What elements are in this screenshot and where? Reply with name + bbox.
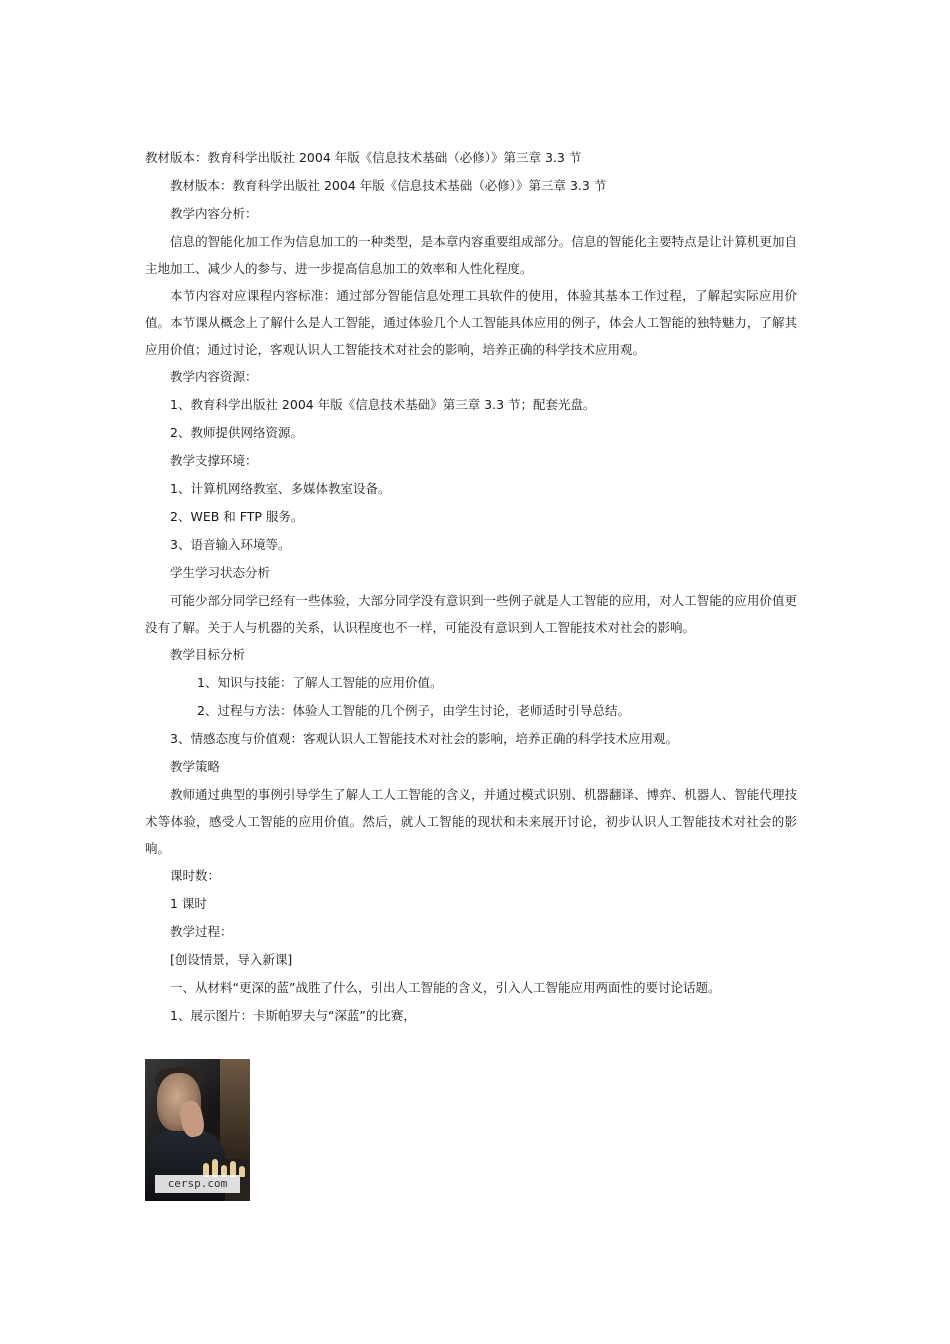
heading-student-analysis: 学生学习状态分析 [170, 565, 271, 580]
environment-item-1: 1、计算机网络教室、多媒体教室设备。 [170, 481, 391, 496]
kasparov-photo [145, 1059, 250, 1201]
process-section-intro: [创设情景，导入新课] [170, 952, 293, 967]
objective-item-3: 3、情感态度与价值观：客观认识人工智能技术对社会的影响，培养正确的科学技术应用观。 [170, 731, 678, 746]
environment-item-2: 2、WEB 和 FTP 服务。 [170, 509, 304, 524]
heading-objectives: 教学目标分析 [170, 647, 246, 662]
heading-strategy: 教学策略 [170, 759, 221, 774]
objective-item-2: 2、过程与方法：体验人工智能的几个例子，由学生讨论，老师适时引导总结。 [197, 703, 630, 718]
paragraph-curriculum-standard: 本节内容对应课程内容标准：通过部分智能信息处理工具软件的使用，体验其基本工作过程，了解起实际应用价值。本节课从概念上了解什么是人工智能，通过体验几个人工智能具体应用的例子，体会人工智能的独特魅力，了解其应用价值；通过讨论，客观认识人工智能技术对社会的影响，培养正确的科学技术应用观。 [145, 288, 797, 357]
heading-process: 教学过程： [170, 924, 233, 939]
document-body [145, 144, 797, 1030]
process-step-1-1: 1、展示图片：卡斯帕罗夫与“深蓝”的比赛， [170, 1008, 416, 1023]
heading-content-resources: 教学内容资源： [170, 369, 258, 384]
heading-content-analysis: 教学内容分析： [170, 206, 258, 221]
photo-watermark: cersp.com [155, 1175, 240, 1193]
resource-item-1: 1、教育科学出版社 2004 年版《信息技术基础》第三章 3.3 节；配套光盘。 [170, 397, 596, 412]
heading-support-environment: 教学支撑环境： [170, 453, 258, 468]
resource-item-2: 2、教师提供网络资源。 [170, 425, 303, 440]
textbook-edition-line-repeat: 教材版本：教育科学出版社 2004 年版《信息技术基础（必修）》第三章 3.3 节 [170, 178, 607, 193]
paragraph-intelligent-processing: 信息的智能化加工作为信息加工的一种类型，是本章内容重要组成部分。信息的智能化主要特点是让计算机更加自主地加工、减少人的参与、进一步提高信息加工的效率和人性化程度。 [145, 234, 797, 276]
heading-class-hours: 课时数： [170, 868, 221, 883]
environment-item-3: 3、语音输入环境等。 [170, 537, 291, 552]
chess-pieces-icon [201, 1155, 250, 1177]
paragraph-student-analysis: 可能少部分同学已经有一些体验，大部分同学没有意识到一些例子就是人工智能的应用，对人工智能的应用价值更没有了解。关于人与机器的关系，认识程度也不一样，可能没有意识到人工智能技术对社会的影响。 [145, 593, 797, 635]
class-hours-value: 1 课时 [170, 896, 207, 911]
objective-item-1: 1、知识与技能：了解人工智能的应用价值。 [197, 675, 443, 690]
textbook-edition-line: 教材版本：教育科学出版社 2004 年版《信息技术基础（必修）》第三章 3.3 节 [145, 150, 582, 165]
paragraph-strategy: 教师通过典型的事例引导学生了解人工人工智能的含义，并通过模式识别、机器翻译、博弈、机器人、智能代理技术等体验，感受人工智能的应用价值。然后，就人工智能的现状和未来展开讨论，初步认识人工智能技术对社会的影响。 [145, 787, 797, 856]
process-step-1: 一、从材料“更深的蓝”战胜了什么，引出人工智能的含义，引入人工智能应用两面性的要讨论话题。 [170, 980, 721, 995]
